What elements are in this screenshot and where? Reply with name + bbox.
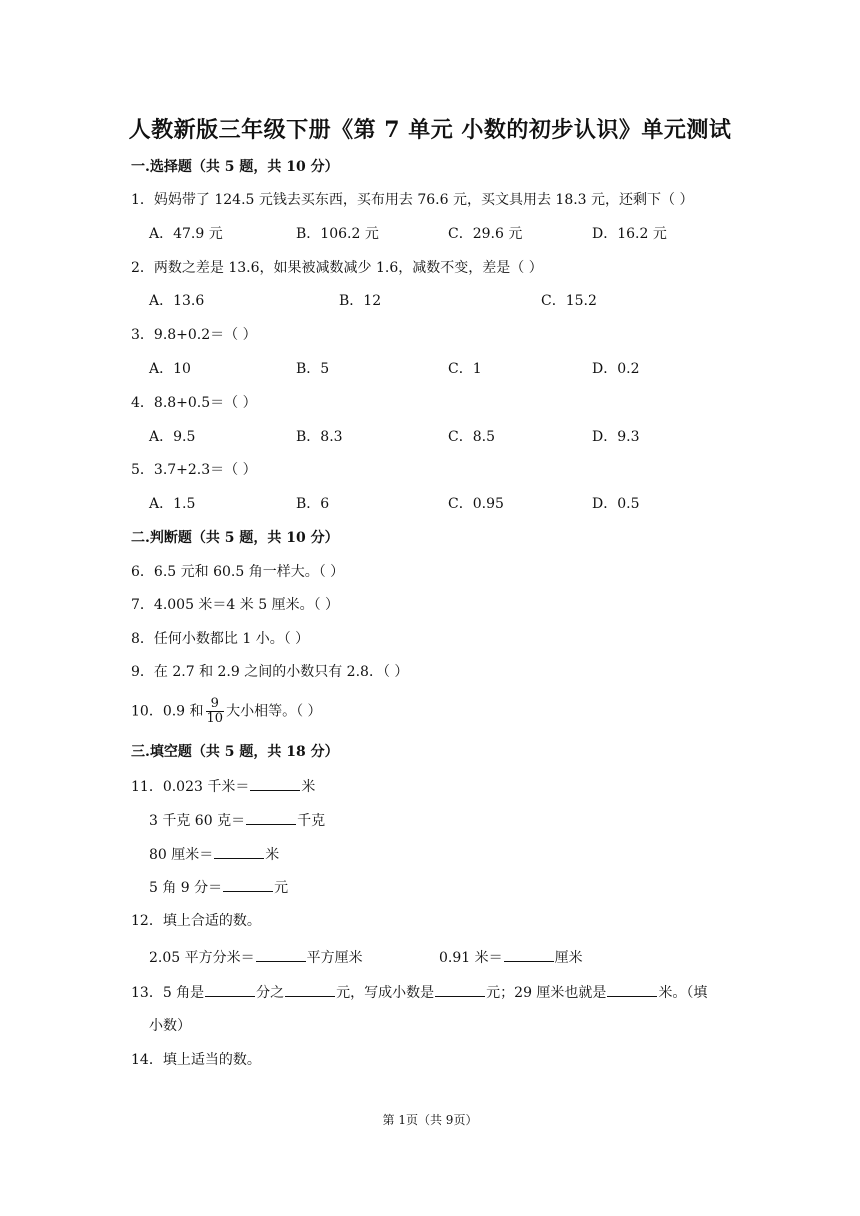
q11-l1-prefix: 11．0.023 千米＝ [131,779,250,795]
question-6: 6．6.5 元和 60.5 角一样大。（ ） [131,564,345,580]
q5-option-d: D．0.5 [592,496,640,512]
question-4: 4．8.8+0.5＝（ ） [131,395,257,411]
q13-part-3: 元，写成小数是 [336,985,435,1001]
q5-option-b: B．6 [296,496,330,512]
q11-l4-unit: 元 [274,880,289,896]
question-11-line-1 [131,776,315,797]
question-11-line-3 [149,844,279,865]
q10-prefix: 10．0.9 和 [131,703,204,720]
q11-l2-prefix: 3 千克 60 克＝ [149,813,246,829]
section-heading-fill-in: 三.填空题（共 5 题，共 18 分） [131,744,339,760]
q1-option-d: D．16.2 元 [592,226,667,242]
answer-blank[interactable] [246,810,296,825]
answer-blank[interactable] [256,947,306,962]
q1-option-b: B．106.2 元 [296,226,379,242]
question-10 [131,697,322,726]
q1-option-a: A．47.9 元 [149,226,223,242]
q4-option-c: C．8.5 [448,429,495,445]
q3-option-b: B．5 [296,361,330,377]
q13-part-2: 分之 [256,985,285,1001]
answer-blank[interactable] [435,982,485,997]
answer-blank[interactable] [607,982,657,997]
q2-option-a: A．13.6 [149,293,205,309]
q4-option-b: B．8.3 [296,429,343,445]
answer-blank[interactable] [285,982,335,997]
fraction-denominator: 10 [206,711,224,726]
q1-option-c: C．29.6 元 [448,226,523,242]
question-14: 14．填上适当的数。 [131,1052,261,1068]
q11-l4-prefix: 5 角 9 分＝ [149,880,223,896]
q11-l2-unit: 千克 [297,813,326,829]
q4-option-d: D．9.3 [592,429,640,445]
question-11-line-2 [149,810,325,831]
page-title: 人教新版三年级下册《第 7 单元 小数的初步认识》单元测试 [128,117,732,143]
question-8: 8．任何小数都比 1 小。（ ） [131,631,310,647]
q2-option-c: C．15.2 [541,293,597,309]
section-heading-choice: 一.选择题（共 5 题，共 10 分） [131,159,339,175]
fraction-numerator: 9 [206,697,225,712]
q11-l3-unit: 米 [265,847,280,863]
q5-option-c: C．0.95 [448,496,504,512]
q13-part-1: 13．5 角是 [131,985,205,1001]
question-2: 2．两数之差是 13.6，如果被减数减少 1.6，减数不变，差是（ ） [131,260,543,276]
page-footer: 第 1页（共 9页） [382,1113,478,1127]
question-9: 9．在 2.7 和 2.9 之间的小数只有 2.8．（ ） [131,664,409,680]
question-3: 3．9.8+0.2＝（ ） [131,327,257,343]
question-7: 7．4.005 米＝4 米 5 厘米。（ ） [131,597,340,613]
answer-blank[interactable] [250,776,300,791]
question-5: 5．3.7+2.3＝（ ） [131,462,257,478]
q12-a-prefix: 2.05 平方分米＝ [149,950,255,966]
q5-option-a: A．1.5 [149,496,196,512]
question-1: 1．妈妈带了 124.5 元钱去买东西，买布用去 76.6 元，买文具用去 18.3 元，还剩下（ ） [131,192,694,208]
q10-suffix: 大小相等。（ ） [226,703,322,720]
q12-a-unit: 平方厘米 [306,950,363,966]
question-12-part-a [149,947,363,968]
q13-part-5: 米。（填 [658,985,708,1001]
q3-option-d: D．0.2 [592,361,640,377]
q12-b-prefix: 0.91 米＝ [439,950,503,966]
q2-option-b: B．12 [339,293,382,309]
section-heading-judgement: 二.判断题（共 5 题，共 10 分） [131,530,339,546]
question-13-line-2: 小数） [149,1018,191,1034]
q11-l1-unit: 米 [301,779,316,795]
q12-b-unit: 厘米 [554,950,583,966]
question-12: 12．填上合适的数。 [131,913,261,929]
answer-blank[interactable] [223,877,273,892]
answer-blank[interactable] [504,947,554,962]
answer-blank[interactable] [205,982,255,997]
question-13-line-1 [131,982,707,1003]
q4-option-a: A．9.5 [149,429,196,445]
question-12-part-b [439,947,583,968]
question-11-line-4 [149,877,288,898]
answer-blank[interactable] [214,844,264,859]
q13-part-4: 元；29 厘米也就是 [486,985,607,1001]
q11-l3-prefix: 80 厘米＝ [149,847,214,863]
fraction [206,697,225,726]
q3-option-c: C．1 [448,361,482,377]
q3-option-a: A．10 [149,361,191,377]
